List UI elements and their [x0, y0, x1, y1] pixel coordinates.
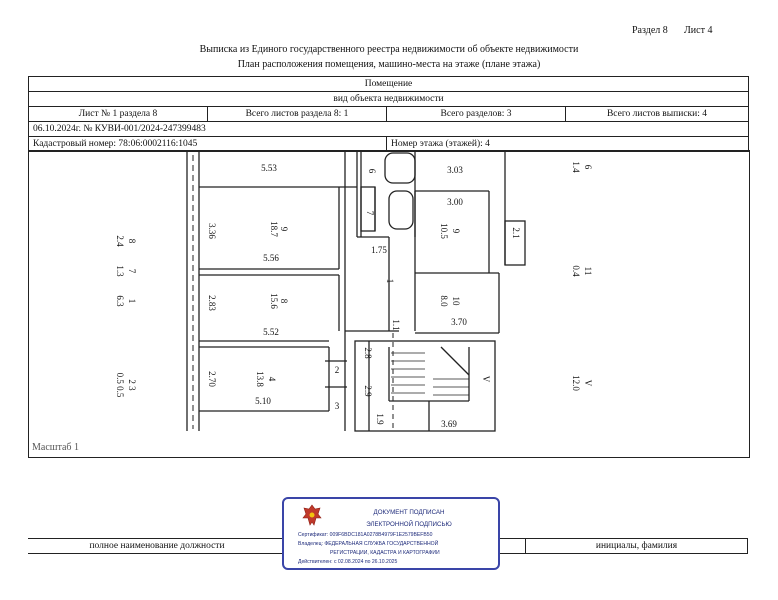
side-21: 2.1: [511, 227, 521, 239]
sheet-info: Лист № 1 раздела 8: [29, 107, 208, 122]
r4-height: 2.70: [207, 371, 217, 387]
r9b-num: 9: [451, 228, 461, 234]
r4-num: 4: [267, 376, 277, 382]
floor-plan-frame: [28, 150, 750, 458]
side-11: 1.1: [391, 319, 401, 331]
left-d2: 0.5 0.5: [115, 372, 125, 398]
r6-num: 6: [367, 168, 377, 174]
document-subtitle: План расположения помещения, машино-места на этаже (плане этажа): [237, 59, 541, 70]
object-type: вид объекта недвижимости: [29, 92, 749, 107]
small-3: 3: [334, 401, 340, 411]
r9b-area: 10.5: [439, 223, 449, 239]
stamp-cert: Сертификат: 009F6BDC181A0278B4979F1E2579BEFB50: [298, 532, 433, 538]
corridor-width: 1.75: [371, 245, 387, 255]
r8-height: 2.83: [207, 295, 217, 311]
small-2: 2: [334, 365, 340, 375]
r8-num: 8: [279, 298, 289, 304]
stamp-owner1: Владелец: ФЕДЕРАЛЬНАЯ СЛУЖБА ГОСУДАРСТВЕННОЙ: [298, 541, 439, 547]
stair-28: 2.8: [363, 347, 373, 359]
top-303: 3.03: [447, 165, 463, 175]
r8-area: 15.6: [269, 293, 279, 309]
r9-bottom: 5.56: [263, 253, 279, 263]
right-c2: 12.0: [571, 375, 581, 391]
left-c2: 6.3: [115, 295, 125, 307]
object-label: Помещение: [29, 77, 749, 92]
name-caption: инициалы, фамилия: [526, 539, 748, 554]
coat-of-arms-icon: [302, 504, 322, 526]
r10-bottom: 3.70: [451, 317, 467, 327]
r4-bottom: 5.10: [255, 396, 271, 406]
stamp-owner2: РЕГИСТРАЦИИ, КАДАСТРА И КАРТОГРАФИИ: [330, 550, 440, 556]
r9b-top: 3.00: [447, 197, 463, 207]
stair-29: 2.9: [363, 385, 373, 397]
right-a2: 1.4: [571, 161, 581, 173]
position-caption: полное наименование должности: [28, 539, 287, 554]
left-a2: 2.4: [115, 235, 125, 247]
total-sections: Всего разделов: 3: [387, 107, 566, 122]
left-d: 2 3: [127, 379, 137, 391]
e-signature-stamp: [282, 497, 500, 570]
date-number: 06.10.2024г. № КУВИ-001/2024-247399483: [29, 122, 749, 137]
floor-plan: [29, 151, 749, 457]
r4-area: 13.8: [255, 371, 265, 387]
stair-v: V: [481, 375, 491, 383]
r9-height: 3.36: [207, 223, 217, 239]
left-a: 8: [127, 238, 137, 244]
document-title: Выписка из Единого государственного реестра недвижимости об объекте недвижимости: [199, 44, 579, 55]
r9-width: 5.53: [261, 163, 277, 173]
right-c: V: [583, 379, 593, 387]
stamp-valid: Действителен: с 02.08.2024 по 26.10.2025: [298, 559, 398, 565]
r8-bottom: 5.52: [263, 327, 279, 337]
r9-num: 9: [279, 226, 289, 232]
bottom-369: 3.69: [441, 419, 457, 429]
right-b2: 0.4: [571, 265, 581, 277]
total-sheets-extract: Всего листов выписки: 4: [566, 107, 749, 122]
left-b2: 1.3: [115, 265, 125, 277]
section-label: Раздел 8: [632, 25, 668, 36]
info-table: [28, 76, 749, 152]
cadastral-number: Кадастровый номер: 78:06:0002116:1045: [29, 137, 387, 152]
left-b: 7: [127, 268, 137, 274]
r7-num: 7: [365, 210, 375, 216]
corridor-num: 1: [385, 278, 395, 284]
sheet-label: Лист 4: [684, 25, 713, 36]
r9-area: 18.7: [269, 221, 279, 237]
left-c: 1: [127, 298, 137, 304]
total-sheets-section: Всего листов раздела 8: 1: [208, 107, 387, 122]
stamp-line2: ЭЛЕКТРОННОЙ ПОДПИСЬЮ: [366, 521, 452, 528]
stamp-line1: ДОКУМЕНТ ПОДПИСАН: [373, 509, 445, 516]
right-b: 11: [583, 266, 593, 276]
floor-number: Номер этажа (этажей): 4: [387, 137, 749, 152]
right-a: 6: [583, 164, 593, 170]
r10-area: 8.0: [439, 295, 449, 307]
r10-num: 10: [451, 296, 461, 306]
scale-label: Масштаб 1: [32, 442, 79, 453]
bottom-19: 1.9: [375, 413, 385, 425]
